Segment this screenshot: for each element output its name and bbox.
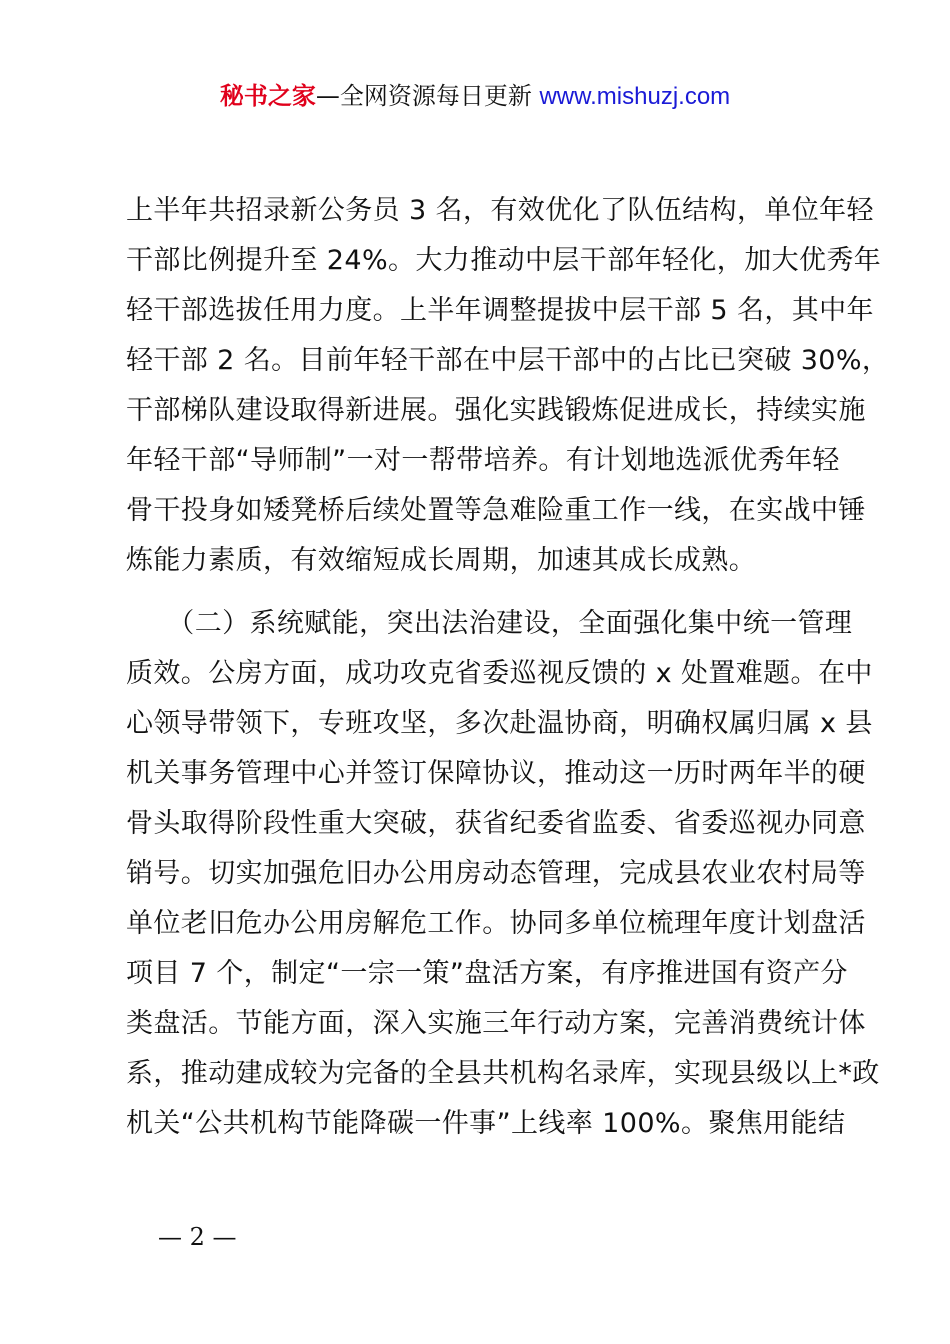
text-line: 机关“公共机构节能降碳一件事”上线率 100%。聚焦用能结 — [126, 1108, 846, 1139]
text-line: 机关事务管理中心并签订保障协议，推动这一历时两年半的硬 — [126, 758, 866, 789]
paragraph — [126, 186, 890, 586]
text-line: 炼能力素质，有效缩短成长周期，加速其成长成熟。 — [126, 545, 757, 576]
text-line: 骨干投身如矮凳桥后续处置等急难险重工作一线，在实战中锤 — [126, 495, 866, 526]
text-line: 项目 7 个，制定“一宗一策”盘活方案，有序推进国有资产分 — [126, 958, 848, 989]
text-line: （二）系统赋能，突出法治建设，全面强化集中统一管理 — [126, 608, 853, 639]
text-line: 质效。公房方面，成功攻克省委巡视反馈的 x 处置难题。在中 — [126, 658, 873, 689]
text-line: 单位老旧危办公用房解危工作。协同多单位梳理年度计划盘活 — [126, 908, 866, 939]
text-line: 类盘活。节能方面，深入实施三年行动方案，完善消费统计体 — [126, 1008, 866, 1039]
paragraph — [126, 599, 880, 1149]
text-line: 年轻干部“导师制”一对一帮带培养。有计划地选派优秀年轻 — [126, 445, 840, 476]
page-number: — 2 — — [158, 1223, 237, 1251]
text-line: 轻干部选拔任用力度。上半年调整提拔中层干部 5 名，其中年 — [126, 295, 874, 326]
text-line: 上半年共招录新公务员 3 名，有效优化了队伍结构，单位年轻 — [126, 195, 874, 226]
text-line: 系，推动建成较为完备的全县共机构名录库，实现县级以上*政 — [126, 1058, 880, 1089]
text-line: 销号。切实加强危旧办公用房动态管理，完成县农业农村局等 — [126, 858, 866, 889]
document-body — [126, 186, 890, 1149]
text-line: 骨头取得阶段性重大突破，获省纪委省监委、省委巡视办同意 — [126, 808, 866, 839]
text-line: 轻干部 2 名。目前年轻干部在中层干部中的占比已突破 30%， — [126, 345, 890, 376]
text-line: 干部比例提升至 24%。大力推动中层干部年轻化，加大优秀年 — [126, 245, 882, 276]
site-tagline: —全网资源每日更新 — [315, 82, 532, 110]
text-line: 心领导带领下，专班攻坚，多次赴温协商，明确权属归属 x 县 — [126, 708, 873, 739]
site-brand: 秘书之家 — [219, 82, 316, 110]
site-header — [0, 80, 950, 113]
text-line: 干部梯队建设取得新进展。强化实践锻炼促进成长，持续实施 — [126, 395, 866, 426]
site-url-link[interactable]: www.mishuzj.com — [539, 83, 731, 110]
